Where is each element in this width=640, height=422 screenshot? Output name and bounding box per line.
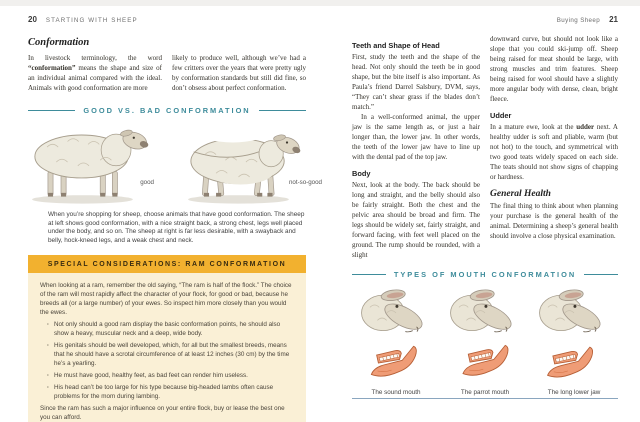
bullet-item: · His genitals should be well developed, which, for all but the smallest breeds, means that he should have a scrotal circumference of at least 12 inches (30 cm) by the time he’s a yearling. (46, 341, 294, 368)
mouth-caption: The sound mouth (371, 389, 421, 396)
column-1 (352, 34, 480, 260)
column-2 (490, 34, 618, 260)
bullet-item: · His head can’t be too large for his type because big-headed lambs often cause problems for the mom during lambing. (46, 383, 294, 401)
good-sheep-label: good (140, 179, 154, 186)
body-paragraph: Next, look at the body. The back should be long and straight, and the belly should also be fairly straight. Both the chest and the pelvic area should be broad and firm. The legs should be widely set, fairly straight, and forward facing, with feet well placed on the ground. The rump should be rounded, with a slight (352, 181, 480, 259)
running-head-right (352, 15, 618, 24)
rule-left (28, 110, 75, 112)
parrot-mouth-figure (443, 285, 527, 396)
callout-intro: When looking at a ram, remember the old saying, “The ram is half of the flock.” The choice of the ram will most rapidly affect the character of your flock, for good or bad, because he breeds all (or a large number) of your ewes. So inspect him more closely than you would the ewes. (40, 282, 292, 317)
bullet-item: · Not only should a good ram display the basic conformation points, he should also show a heavy, muscular neck and a deep, wide body. (46, 320, 294, 338)
rule-right (259, 110, 306, 112)
callout-outro: Since the ram has such a major influence on your entire flock, buy or lease the best one you can afford. (40, 405, 285, 422)
intro-columns (28, 53, 306, 93)
heading-general-health: General Health (490, 189, 551, 199)
good-sheep-figure (18, 121, 160, 205)
bad-sheep-figure (174, 121, 322, 205)
body-continued-paragraph: downward curve, but should not look like a slope that you could ski-jump off. Sheep being raised for meat should be large, with strong muscles and trim features. Sheep being raised for wool should have a slightly more angular body with dense, clean, bright fleece. (490, 35, 618, 103)
running-head-title: Buying Sheep (556, 17, 601, 24)
running-head-title: STARTING WITH SHEEP (45, 17, 138, 24)
callout-bullet-list (46, 320, 294, 401)
intro-col2: likely to produce well, although we’ve had a few critters over the years that were pretty ugly by conformation standards but still did fine, so don’t obsess about perfect conformation. (172, 54, 306, 92)
running-head-left (28, 15, 306, 24)
figure-heading-good-vs-bad: GOOD VS. BAD CONFORMATION (28, 106, 306, 115)
udder-paragraph: In a mature ewe, look at the udder next. A healthy udder is soft and pliable, warm (but not hot) to the touch, and symmetrical with two good teats widely spaced on each side. The teats should not show signs of chapping or hardness. (490, 123, 618, 181)
page-number: 21 (609, 15, 618, 24)
sheep-figure-row (28, 121, 322, 205)
sheep-head-illustration (536, 285, 612, 339)
sheep-head-illustration (447, 285, 523, 339)
rule-left (352, 274, 386, 276)
long-lower-jaw-figure (532, 285, 616, 396)
bad-sheep-illustration (174, 121, 316, 205)
footer-rule (352, 398, 618, 399)
callout-title: SPECIAL CONSIDERATIONS: RAM CONFORMATION (28, 255, 306, 273)
sheep-figure-caption: When you’re shopping for sheep, choose animals that have good conformation. The sheep at left shows good conformation, with a nice straight back, a strong chest, legs well placed under the body, and so on. The sheep at right is far less desirable, with a swayback and belly, hock-kneed legs, and a weak chest and neck. (48, 211, 305, 244)
body-columns (352, 34, 618, 260)
jaw-diagram (543, 341, 605, 385)
rule-right (584, 274, 618, 276)
bad-sheep-label: not-so-good (288, 179, 322, 186)
heading-body: Body (352, 169, 371, 178)
page-number: 20 (28, 15, 37, 24)
intro-col1: In livestock terminology, the word “conformation” means the shape and size of an individual animal compared with the ideal. Animals with good conformation are more (28, 54, 162, 92)
mouth-caption: The long lower jaw (547, 389, 601, 396)
ram-conformation-box (28, 255, 306, 422)
teeth-paragraph-1: First, study the teeth and the shape of the head. Not only should the teeth be in good shape, but the bite itself is also important. As Paula’s friend Darrel Salsbury, DVM, says, “They can’t shear grass if the blades don’t match.” (352, 53, 480, 111)
good-sheep-illustration (18, 121, 160, 205)
mouth-caption: The parrot mouth (460, 389, 510, 396)
sheep-head-illustration (358, 285, 434, 339)
bullet-item: · He must have good, healthy feet, as bad feet can render him useless. (46, 371, 294, 380)
jaw-diagram (365, 341, 427, 385)
heading-teeth: Teeth and Shape of Head (352, 41, 440, 50)
heading-udder: Udder (490, 111, 512, 120)
mouth-figure-row (352, 285, 618, 396)
sound-mouth-figure (354, 285, 438, 396)
figure-heading-mouth-types: TYPES OF MOUTH CONFORMATION (352, 270, 618, 279)
general-health-paragraph: The final thing to think about when planning your purchase is the general health of the animal. Determining a sheep’s general health should involve a close physical examination. (490, 202, 618, 240)
callout-body (28, 273, 306, 422)
jaw-diagram (454, 341, 516, 385)
section-title-conformation: Conformation (28, 37, 90, 48)
teeth-paragraph-2: In a well-conformed animal, the upper jaw is the same length as, or just a hair longer than, the lower jaw. In other words, the teeth of the lower jaw have to line up with the dental pad of the top jaw. (352, 113, 480, 161)
page-21 (320, 0, 640, 422)
